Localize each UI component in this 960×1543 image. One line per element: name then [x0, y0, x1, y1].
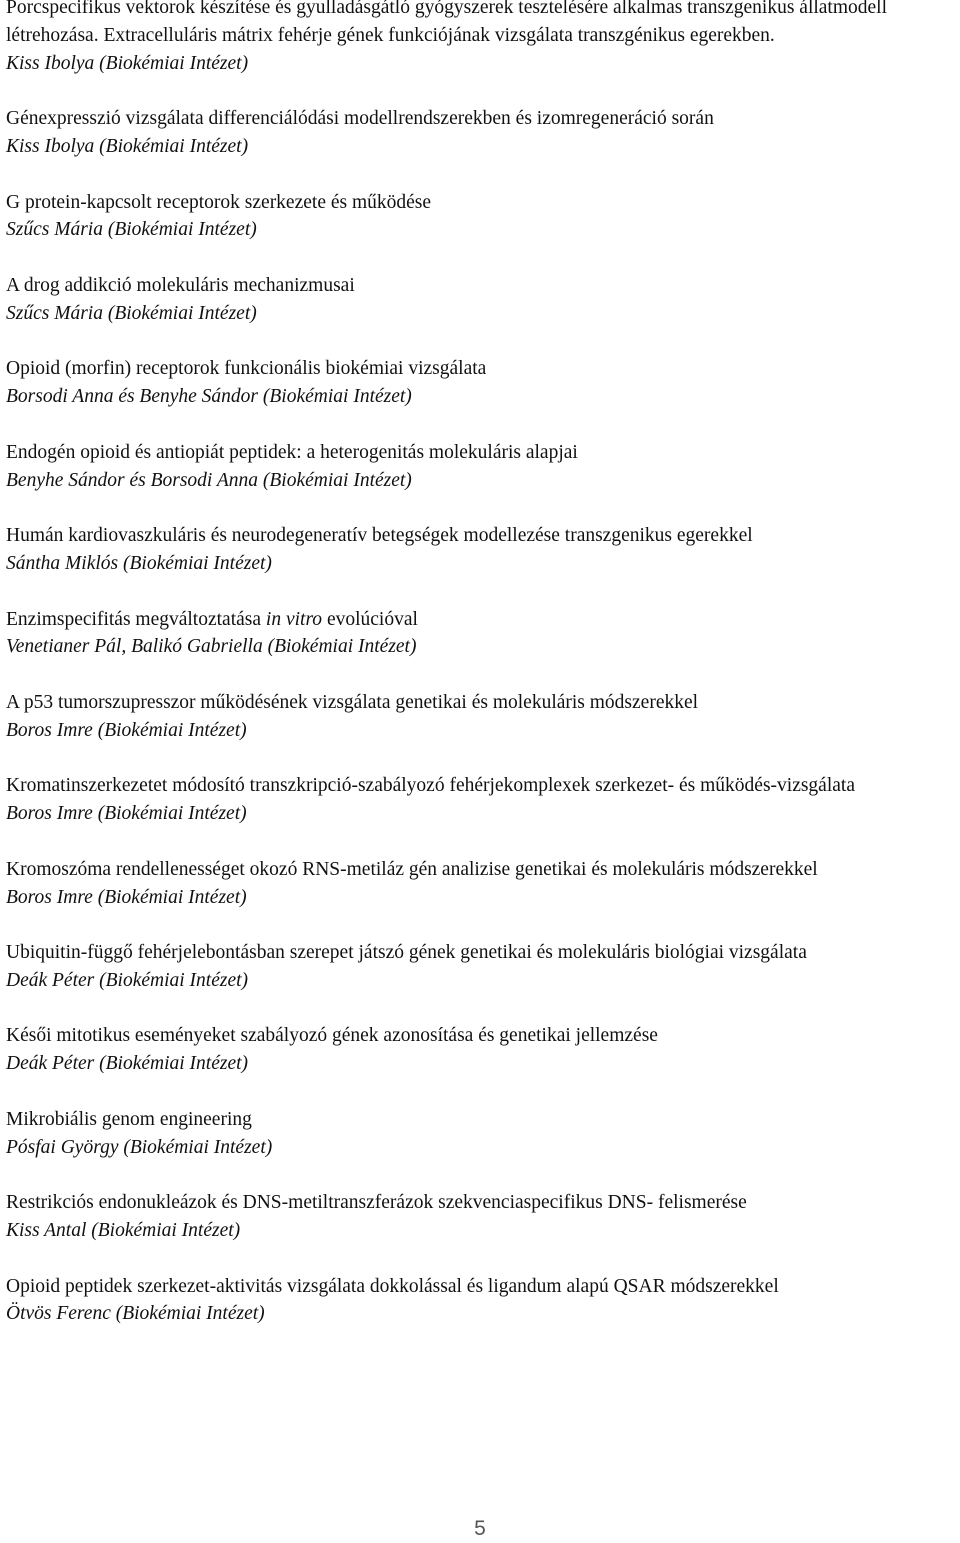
project-authors: Boros Imre (Biokémiai Intézet): [6, 719, 247, 741]
project-title: Mikrobiális genom engineering: [6, 1108, 252, 1130]
project-entry: [6, 939, 950, 995]
project-authors: Deák Péter (Biokémiai Intézet): [6, 969, 249, 991]
project-entry: [6, 105, 950, 161]
project-authors: Kiss Antal (Biokémiai Intézet): [6, 1220, 241, 1242]
project-authors: Szűcs Mária (Biokémiai Intézet): [6, 302, 257, 324]
project-title: G protein-kapcsolt receptorok szerkezete és működése: [6, 191, 432, 213]
project-title: Humán kardiovaszkuláris és neurodegeneratív betegségek modellezése transzgenikus egerekkel: [6, 525, 753, 547]
project-authors: Borsodi Anna és Benyhe Sándor (Biokémiai Intézet): [6, 386, 412, 408]
project-authors: Benyhe Sándor és Borsodi Anna (Biokémiai Intézet): [6, 469, 412, 491]
project-title-part: Enzimspecifitás megváltoztatása: [6, 608, 266, 630]
project-entry: [6, 0, 950, 77]
project-entry: [6, 856, 950, 912]
project-entry: [6, 189, 950, 245]
project-title: Kromatinszerkezetet módosító transzkripció-szabályozó fehérjekomplexek szerkezet- és működés-vizsgálata: [6, 775, 855, 797]
project-authors: Venetianer Pál, Balikó Gabriella (Biokémiai Intézet): [6, 636, 417, 658]
page-number: 5: [474, 1517, 486, 1540]
project-authors: Kiss Ibolya (Biokémiai Intézet): [6, 135, 249, 157]
project-title-part: evolúcióval: [322, 608, 418, 630]
project-title: Késői mitotikus eseményeket szabályozó gének azonosítása és genetikai jellemzése: [6, 1025, 658, 1047]
project-entry: [6, 1189, 950, 1245]
project-title: Ubiquitin-függő fehérjelebontásban szerepet játszó gének genetikai és molekuláris biológiai vizsgálata: [6, 942, 807, 964]
project-authors: Kiss Ibolya (Biokémiai Intézet): [6, 52, 249, 74]
project-entry: [6, 439, 950, 495]
project-title: Endogén opioid és antiopiát peptidek: a heterogenitás molekuláris alapjai: [6, 441, 578, 463]
project-entry: [6, 272, 950, 328]
project-entry: [6, 1106, 950, 1162]
project-authors: Szűcs Mária (Biokémiai Intézet): [6, 219, 257, 241]
project-entry: [6, 1273, 950, 1329]
project-authors: Sántha Miklós (Biokémiai Intézet): [6, 552, 272, 574]
project-authors: Ötvös Ferenc (Biokémiai Intézet): [6, 1303, 265, 1325]
project-entry: [6, 355, 950, 411]
project-title: Opioid peptidek szerkezet-aktivitás vizsgálata dokkolással és ligandum alapú QSAR módszerekkel: [6, 1275, 779, 1297]
project-title-italic: in vitro: [265, 608, 323, 630]
project-entry: [6, 522, 950, 578]
project-entry: [6, 772, 950, 828]
project-title: A drog addikció molekuláris mechanizmusai: [6, 274, 355, 296]
project-title: A p53 tumorszupresszor működésének vizsgálata genetikai és molekuláris módszerekkel: [6, 691, 699, 713]
project-authors: Boros Imre (Biokémiai Intézet): [6, 803, 247, 825]
project-title: Opioid (morfin) receptorok funkcionális biokémiai vizsgálata: [6, 358, 487, 380]
project-title: Porcspecifikus vektorok készítése és gyulladásgátló gyógyszerek tesztelésére alkalmas transzgenikus állatmodell létrehozása. Extracelluláris mátrix fehérje gének funkciójának vizsgálata transzgénikus egerekben.: [6, 0, 888, 46]
project-title: Restrikciós endonukleázok és DNS-metiltranszferázok szekvenciaspecifikus DNS- felismerése: [6, 1192, 747, 1214]
project-list: [6, 0, 950, 1356]
project-entry: [6, 1022, 950, 1078]
project-authors: Pósfai György (Biokémiai Intézet): [6, 1136, 273, 1158]
project-title: Kromoszóma rendellenességet okozó RNS-metiláz gén analizise genetikai és molekuláris módszerekkel: [6, 858, 818, 880]
project-authors: Boros Imre (Biokémiai Intézet): [6, 886, 247, 908]
project-authors: Deák Péter (Biokémiai Intézet): [6, 1053, 249, 1075]
project-title: Génexpresszió vizsgálata differenciálódási modellrendszerekben és izomregeneráció során: [6, 108, 714, 130]
project-entry: [6, 606, 950, 662]
project-title: [6, 606, 950, 634]
project-entry: [6, 689, 950, 745]
